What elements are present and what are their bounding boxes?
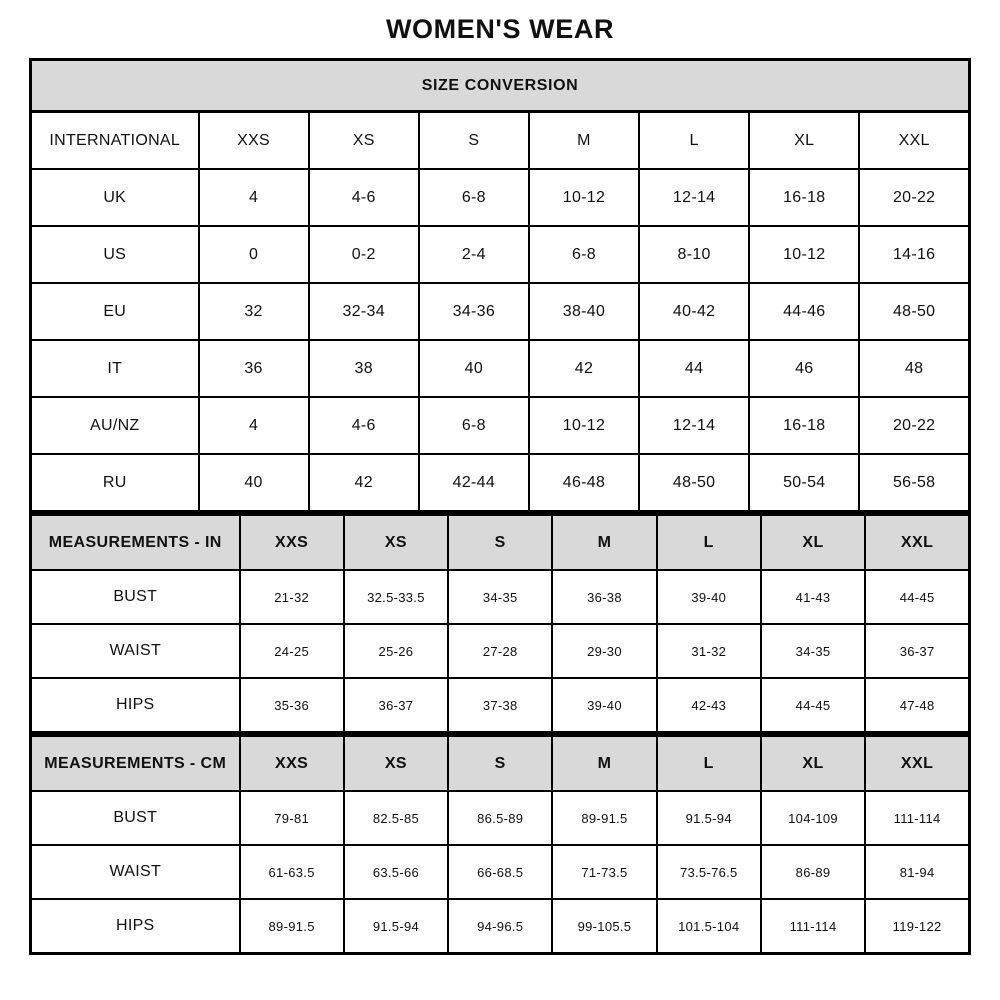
value-cell: 46-48 bbox=[529, 454, 639, 512]
value-cell: 38 bbox=[309, 340, 419, 397]
size-column-header: M bbox=[529, 112, 639, 170]
value-cell: 56-58 bbox=[859, 454, 969, 512]
size-column-header: XS bbox=[344, 736, 448, 792]
size-conversion-banner: SIZE CONVERSION bbox=[31, 60, 970, 112]
value-cell: 104-109 bbox=[761, 791, 865, 845]
value-cell: 99-105.5 bbox=[552, 899, 656, 954]
value-cell: 21-32 bbox=[240, 570, 344, 624]
size-column-header: XXS bbox=[199, 112, 309, 170]
value-cell: 36-37 bbox=[344, 678, 448, 733]
value-cell: 0 bbox=[199, 226, 309, 283]
table-row bbox=[31, 226, 970, 283]
value-cell: 6-8 bbox=[419, 169, 529, 226]
row-label: BUST bbox=[31, 791, 240, 845]
table-row bbox=[31, 169, 970, 226]
value-cell: 89-91.5 bbox=[240, 899, 344, 954]
value-cell: 61-63.5 bbox=[240, 845, 344, 899]
size-column-header: S bbox=[448, 515, 552, 571]
measurements-cm-table bbox=[29, 734, 971, 955]
table-row bbox=[31, 791, 970, 845]
size-column-header: XXL bbox=[859, 112, 969, 170]
row-label: IT bbox=[31, 340, 199, 397]
size-column-header: XL bbox=[749, 112, 859, 170]
size-column-header: XXL bbox=[865, 515, 969, 571]
value-cell: 73.5-76.5 bbox=[657, 845, 761, 899]
value-cell: 31-32 bbox=[657, 624, 761, 678]
value-cell: 2-4 bbox=[419, 226, 529, 283]
value-cell: 34-35 bbox=[761, 624, 865, 678]
size-conversion-table bbox=[29, 58, 971, 513]
value-cell: 40-42 bbox=[639, 283, 749, 340]
value-cell: 4-6 bbox=[309, 169, 419, 226]
size-column-header: XXS bbox=[240, 736, 344, 792]
row-label: HIPS bbox=[31, 678, 240, 733]
size-column-header: XXL bbox=[865, 736, 969, 792]
international-label: INTERNATIONAL bbox=[31, 112, 199, 170]
row-label: EU bbox=[31, 283, 199, 340]
size-column-header: XS bbox=[344, 515, 448, 571]
value-cell: 20-22 bbox=[859, 169, 969, 226]
size-column-header: S bbox=[448, 736, 552, 792]
measurements-in-table bbox=[29, 513, 971, 734]
row-label: BUST bbox=[31, 570, 240, 624]
value-cell: 10-12 bbox=[749, 226, 859, 283]
value-cell: 36-37 bbox=[865, 624, 969, 678]
value-cell: 40 bbox=[199, 454, 309, 512]
value-cell: 25-26 bbox=[344, 624, 448, 678]
measurements-in-banner: MEASUREMENTS - IN bbox=[31, 515, 240, 571]
value-cell: 48 bbox=[859, 340, 969, 397]
value-cell: 38-40 bbox=[529, 283, 639, 340]
value-cell: 63.5-66 bbox=[344, 845, 448, 899]
value-cell: 42 bbox=[529, 340, 639, 397]
value-cell: 34-36 bbox=[419, 283, 529, 340]
value-cell: 32-34 bbox=[309, 283, 419, 340]
row-label: WAIST bbox=[31, 845, 240, 899]
value-cell: 111-114 bbox=[865, 791, 969, 845]
table-row bbox=[31, 397, 970, 454]
table-row bbox=[31, 899, 970, 954]
value-cell: 44-46 bbox=[749, 283, 859, 340]
page-title: WOMEN'S WEAR bbox=[385, 14, 615, 44]
value-cell: 71-73.5 bbox=[552, 845, 656, 899]
value-cell: 4 bbox=[199, 397, 309, 454]
row-label: AU/NZ bbox=[31, 397, 199, 454]
international-header-row bbox=[31, 112, 970, 170]
value-cell: 44-45 bbox=[865, 570, 969, 624]
value-cell: 4-6 bbox=[309, 397, 419, 454]
size-column-header: XXS bbox=[240, 515, 344, 571]
value-cell: 37-38 bbox=[448, 678, 552, 733]
value-cell: 66-68.5 bbox=[448, 845, 552, 899]
row-label: WAIST bbox=[31, 624, 240, 678]
size-conversion-banner-row bbox=[31, 60, 970, 112]
row-label: US bbox=[31, 226, 199, 283]
value-cell: 48-50 bbox=[639, 454, 749, 512]
value-cell: 39-40 bbox=[657, 570, 761, 624]
size-column-header: XL bbox=[761, 736, 865, 792]
table-row bbox=[31, 283, 970, 340]
size-column-header: L bbox=[657, 736, 761, 792]
value-cell: 12-14 bbox=[639, 397, 749, 454]
value-cell: 41-43 bbox=[761, 570, 865, 624]
value-cell: 82.5-85 bbox=[344, 791, 448, 845]
value-cell: 6-8 bbox=[419, 397, 529, 454]
value-cell: 48-50 bbox=[859, 283, 969, 340]
value-cell: 32 bbox=[199, 283, 309, 340]
value-cell: 47-48 bbox=[865, 678, 969, 733]
value-cell: 42 bbox=[309, 454, 419, 512]
value-cell: 10-12 bbox=[529, 169, 639, 226]
value-cell: 0-2 bbox=[309, 226, 419, 283]
value-cell: 20-22 bbox=[859, 397, 969, 454]
value-cell: 14-16 bbox=[859, 226, 969, 283]
value-cell: 32.5-33.5 bbox=[344, 570, 448, 624]
value-cell: 39-40 bbox=[552, 678, 656, 733]
value-cell: 35-36 bbox=[240, 678, 344, 733]
value-cell: 101.5-104 bbox=[657, 899, 761, 954]
value-cell: 44 bbox=[639, 340, 749, 397]
value-cell: 44-45 bbox=[761, 678, 865, 733]
measurements-cm-body bbox=[31, 791, 970, 954]
value-cell: 4 bbox=[199, 169, 309, 226]
value-cell: 42-44 bbox=[419, 454, 529, 512]
measurements-in-body bbox=[31, 570, 970, 733]
size-column-header: M bbox=[552, 515, 656, 571]
value-cell: 79-81 bbox=[240, 791, 344, 845]
value-cell: 91.5-94 bbox=[344, 899, 448, 954]
value-cell: 89-91.5 bbox=[552, 791, 656, 845]
measurements-in-header-row bbox=[31, 515, 970, 571]
table-row bbox=[31, 845, 970, 899]
size-conversion-body bbox=[31, 169, 970, 512]
value-cell: 119-122 bbox=[865, 899, 969, 954]
table-row bbox=[31, 678, 970, 733]
table-row bbox=[31, 570, 970, 624]
size-column-header: L bbox=[657, 515, 761, 571]
table-row bbox=[31, 340, 970, 397]
row-label: HIPS bbox=[31, 899, 240, 954]
row-label: RU bbox=[31, 454, 199, 512]
value-cell: 86.5-89 bbox=[448, 791, 552, 845]
measurements-cm-header-row bbox=[31, 736, 970, 792]
size-column-header: L bbox=[639, 112, 749, 170]
value-cell: 36 bbox=[199, 340, 309, 397]
row-label: UK bbox=[31, 169, 199, 226]
value-cell: 6-8 bbox=[529, 226, 639, 283]
value-cell: 94-96.5 bbox=[448, 899, 552, 954]
table-row bbox=[31, 624, 970, 678]
size-column-header: S bbox=[419, 112, 529, 170]
value-cell: 91.5-94 bbox=[657, 791, 761, 845]
value-cell: 86-89 bbox=[761, 845, 865, 899]
value-cell: 50-54 bbox=[749, 454, 859, 512]
value-cell: 40 bbox=[419, 340, 529, 397]
table-row bbox=[31, 454, 970, 512]
value-cell: 81-94 bbox=[865, 845, 969, 899]
size-column-header: XL bbox=[761, 515, 865, 571]
value-cell: 36-38 bbox=[552, 570, 656, 624]
size-column-header: M bbox=[552, 736, 656, 792]
value-cell: 46 bbox=[749, 340, 859, 397]
value-cell: 111-114 bbox=[761, 899, 865, 954]
value-cell: 10-12 bbox=[529, 397, 639, 454]
value-cell: 42-43 bbox=[657, 678, 761, 733]
value-cell: 8-10 bbox=[639, 226, 749, 283]
measurements-cm-banner: MEASUREMENTS - CM bbox=[31, 736, 240, 792]
value-cell: 12-14 bbox=[639, 169, 749, 226]
value-cell: 16-18 bbox=[749, 397, 859, 454]
size-column-header: XS bbox=[309, 112, 419, 170]
value-cell: 27-28 bbox=[448, 624, 552, 678]
value-cell: 16-18 bbox=[749, 169, 859, 226]
value-cell: 29-30 bbox=[552, 624, 656, 678]
value-cell: 24-25 bbox=[240, 624, 344, 678]
value-cell: 34-35 bbox=[448, 570, 552, 624]
